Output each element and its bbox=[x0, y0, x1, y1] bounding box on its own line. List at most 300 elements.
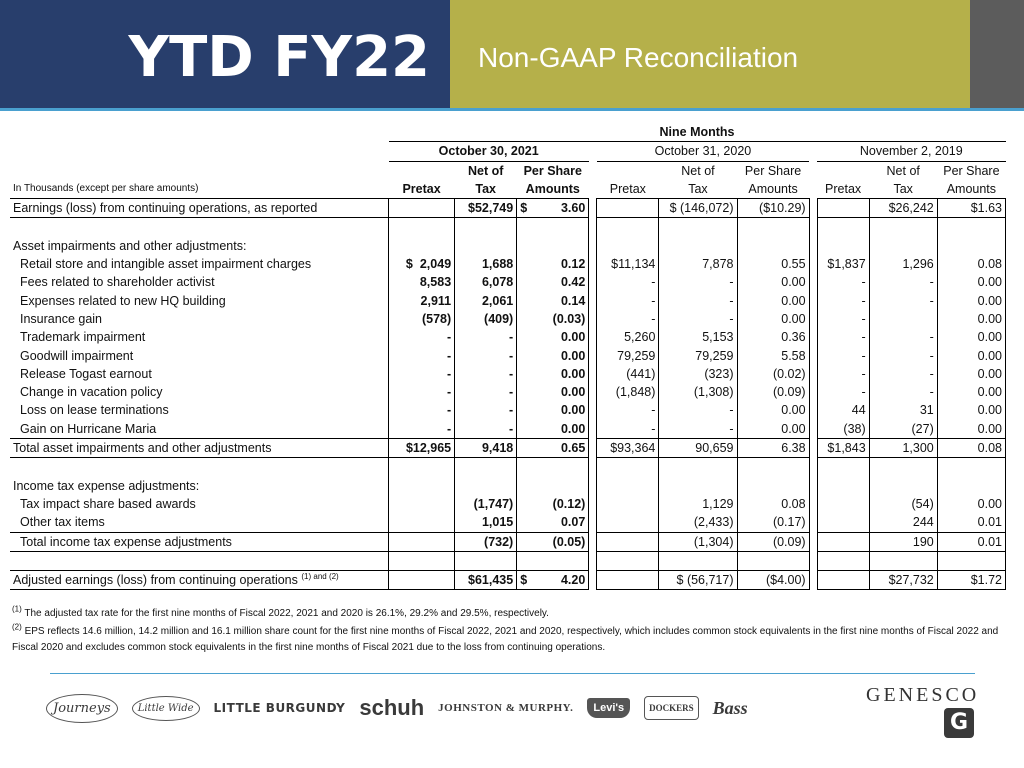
table-cell bbox=[517, 347, 589, 365]
cell-value: (54) bbox=[911, 496, 934, 511]
cell-value: - bbox=[929, 330, 934, 345]
col-header-ps-bottom: Amounts bbox=[737, 180, 809, 199]
table-cell bbox=[455, 365, 517, 383]
table-cell bbox=[869, 199, 937, 218]
cell-value: 0.08 bbox=[781, 496, 806, 511]
cell-value: (2,433) bbox=[693, 515, 734, 530]
table-cell bbox=[389, 495, 455, 513]
cell-value: 1,129 bbox=[702, 496, 734, 511]
column-header-row-2 bbox=[10, 180, 1006, 199]
table-row bbox=[10, 571, 1006, 590]
footer-divider bbox=[50, 673, 975, 674]
cell-value: - bbox=[861, 366, 866, 381]
cell-value: 190 bbox=[912, 534, 934, 549]
cell-value: 0.00 bbox=[560, 366, 586, 381]
col-header-ps-bottom: Amounts bbox=[517, 180, 589, 199]
table-cell bbox=[937, 439, 1005, 458]
table-cell bbox=[937, 255, 1005, 273]
cell-value: (0.09) bbox=[772, 385, 806, 400]
table-cell bbox=[937, 328, 1005, 346]
table-cell bbox=[737, 255, 809, 273]
cell-value: 79,259 bbox=[617, 348, 656, 363]
col-header-net-bottom: Tax bbox=[869, 180, 937, 199]
footnote-2-text: EPS reflects 14.6 million, 14.2 million and 16.1 million share count for the first nine months of Fiscal 2022, 2021 and 2020, respectively, which includes common stock equivalents in the first nine months of Fiscal 2022 and Fiscal 2020 and excludes common stock equivalents in the first nine months of Fiscal 2021 due to the loss from continuing operations. bbox=[12, 626, 999, 653]
table-cell bbox=[455, 310, 517, 328]
period-header-2021: October 30, 2021 bbox=[389, 142, 589, 161]
cell-value: 5,260 bbox=[624, 330, 656, 345]
column-gap bbox=[809, 551, 817, 570]
table-cell bbox=[455, 273, 517, 291]
table-cell bbox=[737, 199, 809, 218]
table-cell bbox=[455, 347, 517, 365]
row-label-text: Income tax expense adjustments: bbox=[13, 478, 200, 493]
cell-value: - bbox=[861, 385, 866, 400]
cell-value: - bbox=[729, 275, 734, 290]
column-gap bbox=[589, 420, 597, 439]
col-header-pretax: Pretax bbox=[597, 180, 659, 199]
table-cell bbox=[517, 495, 589, 513]
column-gap bbox=[589, 255, 597, 273]
table-cell bbox=[817, 255, 869, 273]
footnote-2 bbox=[12, 624, 1012, 656]
column-gap bbox=[809, 401, 817, 419]
table-cell bbox=[517, 273, 589, 291]
col-header-net-bottom: Tax bbox=[659, 180, 737, 199]
col-header-net-top: Net of bbox=[886, 163, 920, 178]
column-gap bbox=[809, 513, 817, 532]
cell-value: - bbox=[446, 421, 452, 436]
cell-value: 244 bbox=[912, 515, 934, 530]
table-cell bbox=[659, 495, 737, 513]
table-cell bbox=[659, 237, 737, 255]
table-row bbox=[10, 347, 1006, 365]
row-label bbox=[10, 571, 389, 590]
cell-value: 0.36 bbox=[781, 330, 806, 345]
table-cell bbox=[597, 383, 659, 401]
row-label bbox=[10, 273, 389, 291]
table-cell bbox=[517, 477, 589, 495]
column-gap bbox=[809, 495, 817, 513]
cell-value: 0.55 bbox=[781, 257, 806, 272]
table-cell bbox=[817, 383, 869, 401]
table-cell bbox=[937, 347, 1005, 365]
cell-value: 31 bbox=[919, 403, 934, 418]
cell-value: $12,965 bbox=[405, 441, 452, 456]
table-cell bbox=[659, 571, 737, 590]
table-cell bbox=[817, 495, 869, 513]
table-cell bbox=[455, 237, 517, 255]
cell-value: $26,242 bbox=[888, 201, 934, 216]
table-cell bbox=[597, 255, 659, 273]
table-cell bbox=[597, 237, 659, 255]
cell-value: 0.00 bbox=[560, 330, 586, 345]
cell-value: 0.00 bbox=[781, 421, 806, 436]
cell-value: 0.00 bbox=[781, 293, 806, 308]
col-header-ps-bottom: Amounts bbox=[937, 180, 1005, 199]
row-label-text: Gain on Hurricane Maria bbox=[20, 421, 157, 436]
table-cell bbox=[389, 273, 455, 291]
table-row bbox=[10, 292, 1006, 310]
cell-value: 6,078 bbox=[481, 275, 514, 290]
table-cell bbox=[597, 401, 659, 419]
cell-value: - bbox=[446, 366, 452, 381]
table-cell bbox=[455, 292, 517, 310]
column-gap bbox=[809, 273, 817, 291]
column-gap bbox=[589, 551, 597, 570]
cell-value: 1,296 bbox=[902, 257, 934, 272]
super-header: Nine Months bbox=[389, 123, 1006, 142]
cell-value: 0.07 bbox=[560, 515, 586, 530]
table-cell bbox=[597, 513, 659, 532]
table-cell bbox=[817, 237, 869, 255]
column-gap bbox=[589, 310, 597, 328]
table-cell bbox=[659, 401, 737, 419]
cell-value: ($10.29) bbox=[759, 201, 806, 216]
cell-value: $52,749 bbox=[468, 201, 514, 216]
table-cell bbox=[455, 401, 517, 419]
dollar-sign: $ bbox=[520, 201, 528, 216]
cell-value: $ (56,717) bbox=[676, 573, 734, 588]
cell-value: - bbox=[651, 311, 656, 326]
row-label bbox=[10, 237, 389, 255]
cell-value: $27,732 bbox=[888, 573, 934, 588]
spacer-row bbox=[10, 458, 1006, 477]
cell-value: - bbox=[651, 293, 656, 308]
cell-value: (1,304) bbox=[693, 534, 734, 549]
header-divider bbox=[0, 108, 1024, 111]
table-cell bbox=[455, 218, 517, 237]
cell-value: 8,583 bbox=[419, 275, 452, 290]
table-row bbox=[10, 401, 1006, 419]
row-label bbox=[10, 365, 389, 383]
cell-value: 0.00 bbox=[560, 421, 586, 436]
cell-value: - bbox=[446, 403, 452, 418]
footnote-1-mark: (1) bbox=[12, 604, 22, 614]
table-cell bbox=[869, 273, 937, 291]
table-cell bbox=[389, 458, 455, 477]
table-cell bbox=[517, 571, 589, 590]
row-label-text: Expenses related to new HQ building bbox=[20, 293, 226, 308]
row-label bbox=[10, 310, 389, 328]
cell-value: 0.00 bbox=[560, 403, 586, 418]
levis-logo: Levi's bbox=[587, 698, 630, 718]
table-row bbox=[10, 255, 1006, 273]
footnote-1 bbox=[12, 606, 1012, 622]
table-cell bbox=[817, 458, 869, 477]
table-cell bbox=[597, 458, 659, 477]
table-cell bbox=[869, 218, 937, 237]
table-cell bbox=[737, 477, 809, 495]
cell-value: $1.63 bbox=[970, 201, 1002, 216]
table-cell bbox=[659, 273, 737, 291]
table-cell bbox=[597, 310, 659, 328]
cell-value: 0.08 bbox=[977, 257, 1002, 272]
cell-value: 0.00 bbox=[977, 385, 1002, 400]
cell-value: - bbox=[729, 293, 734, 308]
row-label-text: Fees related to shareholder activist bbox=[20, 275, 215, 290]
cell-value: - bbox=[929, 385, 934, 400]
table-cell bbox=[517, 420, 589, 439]
row-label-text: Goodwill impairment bbox=[20, 348, 134, 363]
table-cell bbox=[937, 495, 1005, 513]
row-label bbox=[10, 383, 389, 401]
table-cell bbox=[597, 495, 659, 513]
cell-value: (0.17) bbox=[772, 515, 806, 530]
table-row bbox=[10, 365, 1006, 383]
column-gap bbox=[809, 347, 817, 365]
table-cell bbox=[659, 458, 737, 477]
cell-value: 44 bbox=[851, 403, 866, 418]
column-gap bbox=[809, 420, 817, 439]
cell-value: (441) bbox=[626, 366, 656, 381]
table-cell bbox=[517, 532, 589, 551]
cell-value: 7,878 bbox=[702, 257, 734, 272]
table-cell bbox=[737, 310, 809, 328]
table-cell bbox=[597, 347, 659, 365]
row-label bbox=[10, 292, 389, 310]
table-cell bbox=[937, 292, 1005, 310]
table-cell bbox=[455, 439, 517, 458]
table-cell bbox=[869, 495, 937, 513]
table-cell bbox=[817, 551, 869, 570]
table-cell bbox=[517, 199, 589, 218]
table-cell bbox=[737, 571, 809, 590]
table-cell bbox=[869, 458, 937, 477]
row-label bbox=[10, 255, 389, 273]
table-cell bbox=[455, 383, 517, 401]
column-gap bbox=[809, 439, 817, 458]
table-cell bbox=[389, 328, 455, 346]
dollar-sign: $ bbox=[405, 257, 413, 272]
cell-value: - bbox=[929, 275, 934, 290]
table-cell bbox=[517, 292, 589, 310]
cell-value: 1,015 bbox=[481, 515, 514, 530]
cell-value: $1,837 bbox=[827, 257, 866, 272]
cell-value: 0.00 bbox=[560, 385, 586, 400]
little-wide-logo: Little Wide bbox=[132, 696, 200, 721]
table-cell bbox=[659, 328, 737, 346]
cell-value: 0.00 bbox=[977, 311, 1002, 326]
column-gap bbox=[589, 495, 597, 513]
table-cell bbox=[817, 532, 869, 551]
cell-value: 0.00 bbox=[781, 403, 806, 418]
column-gap bbox=[809, 477, 817, 495]
col-header-ps-top: Per Share bbox=[523, 163, 582, 178]
table-cell bbox=[597, 273, 659, 291]
column-gap bbox=[809, 571, 817, 590]
cell-value: - bbox=[929, 366, 934, 381]
table-cell bbox=[737, 495, 809, 513]
table-cell bbox=[455, 458, 517, 477]
section-header-row bbox=[10, 477, 1006, 495]
table-cell bbox=[389, 439, 455, 458]
table-cell bbox=[817, 310, 869, 328]
table-cell bbox=[817, 347, 869, 365]
table-row bbox=[10, 310, 1006, 328]
table-cell bbox=[389, 551, 455, 570]
row-label-text: Release Togast earnout bbox=[20, 366, 152, 381]
table-cell bbox=[659, 365, 737, 383]
cell-value: $1.72 bbox=[970, 573, 1002, 588]
column-gap bbox=[589, 439, 597, 458]
column-gap bbox=[589, 513, 597, 532]
table-cell bbox=[817, 401, 869, 419]
page-subtitle: Non-GAAP Reconciliation bbox=[478, 42, 799, 73]
table-cell bbox=[517, 255, 589, 273]
cell-value: 0.42 bbox=[560, 275, 586, 290]
row-label-text: Adjusted earnings (loss) from continuing operations bbox=[13, 573, 298, 588]
genesco-g-icon: G bbox=[944, 708, 974, 738]
row-label bbox=[10, 199, 389, 218]
table-cell bbox=[659, 551, 737, 570]
table-cell bbox=[737, 365, 809, 383]
cell-value: - bbox=[509, 385, 514, 400]
period-header-2020: October 31, 2020 bbox=[597, 142, 809, 161]
cell-value: 0.01 bbox=[977, 515, 1002, 530]
table-cell bbox=[817, 273, 869, 291]
row-label bbox=[10, 328, 389, 346]
table-cell bbox=[737, 439, 809, 458]
table-cell bbox=[659, 383, 737, 401]
table-cell bbox=[869, 401, 937, 419]
row-label bbox=[10, 218, 389, 237]
table-cell bbox=[937, 365, 1005, 383]
table-cell bbox=[517, 383, 589, 401]
table-cell bbox=[659, 199, 737, 218]
table-cell bbox=[389, 401, 455, 419]
row-label-text: Earnings (loss) from continuing operations, as reported bbox=[13, 201, 318, 216]
super-header-row bbox=[10, 123, 1006, 142]
cell-value: 5.58 bbox=[781, 348, 806, 363]
section-header-row bbox=[10, 237, 1006, 255]
col-header-ps-top: Per Share bbox=[744, 163, 802, 178]
table-cell bbox=[869, 532, 937, 551]
period-header-row bbox=[10, 142, 1006, 161]
table-cell bbox=[869, 420, 937, 439]
table-cell bbox=[389, 365, 455, 383]
cell-value: (27) bbox=[911, 421, 934, 436]
table-cell bbox=[517, 551, 589, 570]
row-label-text: Asset impairments and other adjustments: bbox=[13, 238, 247, 253]
col-header-ps-top: Per Share bbox=[943, 163, 1000, 178]
column-gap bbox=[809, 292, 817, 310]
cell-value: 79,259 bbox=[695, 348, 734, 363]
cell-value: $1,843 bbox=[827, 441, 866, 456]
cell-value: (0.02) bbox=[772, 366, 806, 381]
cell-value: - bbox=[929, 348, 934, 363]
column-gap bbox=[589, 237, 597, 255]
table-cell bbox=[389, 292, 455, 310]
brand-logo-strip bbox=[46, 688, 748, 728]
cell-value: 0.08 bbox=[977, 441, 1002, 456]
table-cell bbox=[517, 458, 589, 477]
row-label bbox=[10, 551, 389, 570]
cell-value: (323) bbox=[704, 366, 734, 381]
units-label: In Thousands (except per share amounts) bbox=[13, 182, 199, 194]
table-cell bbox=[597, 551, 659, 570]
table-cell bbox=[937, 551, 1005, 570]
genesco-logo: GENESCO bbox=[866, 684, 980, 706]
cell-value: $93,364 bbox=[610, 441, 656, 456]
table-cell bbox=[597, 477, 659, 495]
journeys-logo: Journeys bbox=[46, 694, 118, 723]
column-gap bbox=[589, 292, 597, 310]
column-gap bbox=[809, 310, 817, 328]
cell-value: (578) bbox=[421, 311, 452, 326]
cell-value: (0.09) bbox=[772, 534, 806, 549]
cell-value: 4.20 bbox=[560, 573, 586, 588]
cell-value: - bbox=[509, 366, 514, 381]
table-cell bbox=[597, 365, 659, 383]
table-cell bbox=[389, 383, 455, 401]
cell-value: - bbox=[446, 385, 452, 400]
cell-value: - bbox=[929, 293, 934, 308]
column-gap bbox=[589, 273, 597, 291]
row-label-text: Insurance gain bbox=[20, 311, 103, 326]
table-cell bbox=[659, 420, 737, 439]
column-gap bbox=[809, 532, 817, 551]
row-label bbox=[10, 477, 389, 495]
column-gap bbox=[809, 458, 817, 477]
table-cell bbox=[937, 273, 1005, 291]
table-cell bbox=[389, 420, 455, 439]
cell-value: - bbox=[861, 311, 866, 326]
cell-value: - bbox=[651, 403, 656, 418]
row-label-text: Tax impact share based awards bbox=[20, 496, 196, 511]
table-cell bbox=[817, 292, 869, 310]
table-cell bbox=[597, 328, 659, 346]
cell-value: - bbox=[861, 293, 866, 308]
cell-value: - bbox=[446, 348, 452, 363]
table-cell bbox=[455, 255, 517, 273]
column-gap bbox=[809, 218, 817, 237]
cell-value: $ (146,072) bbox=[669, 201, 734, 216]
table-cell bbox=[659, 532, 737, 551]
period-header-2019: November 2, 2019 bbox=[817, 142, 1005, 161]
table-cell bbox=[737, 237, 809, 255]
col-header-net-top: Net of bbox=[681, 163, 715, 178]
table-cell bbox=[597, 439, 659, 458]
table-cell bbox=[517, 237, 589, 255]
cell-value: - bbox=[729, 403, 734, 418]
table-cell bbox=[389, 532, 455, 551]
cell-value: - bbox=[729, 311, 734, 326]
table-cell bbox=[737, 292, 809, 310]
table-cell bbox=[659, 513, 737, 532]
table-cell bbox=[869, 551, 937, 570]
column-gap bbox=[589, 477, 597, 495]
cell-value: (0.03) bbox=[552, 311, 586, 326]
table-cell bbox=[659, 218, 737, 237]
table-cell bbox=[937, 218, 1005, 237]
table-cell bbox=[517, 439, 589, 458]
cell-value: 0.00 bbox=[781, 311, 806, 326]
cell-value: (38) bbox=[843, 421, 866, 436]
row-label-text: Total income tax expense adjustments bbox=[20, 534, 232, 549]
table-cell bbox=[937, 310, 1005, 328]
table-cell bbox=[869, 513, 937, 532]
cell-value: 2,061 bbox=[481, 293, 514, 308]
table-cell bbox=[517, 401, 589, 419]
table-cell bbox=[389, 513, 455, 532]
cell-value: - bbox=[861, 330, 866, 345]
cell-value: 0.00 bbox=[781, 275, 806, 290]
cell-value: - bbox=[509, 348, 514, 363]
table-cell bbox=[737, 532, 809, 551]
row-label-footnote-mark: (1) and (2) bbox=[301, 571, 339, 581]
cell-value: (1,308) bbox=[693, 385, 734, 400]
table-cell bbox=[817, 365, 869, 383]
